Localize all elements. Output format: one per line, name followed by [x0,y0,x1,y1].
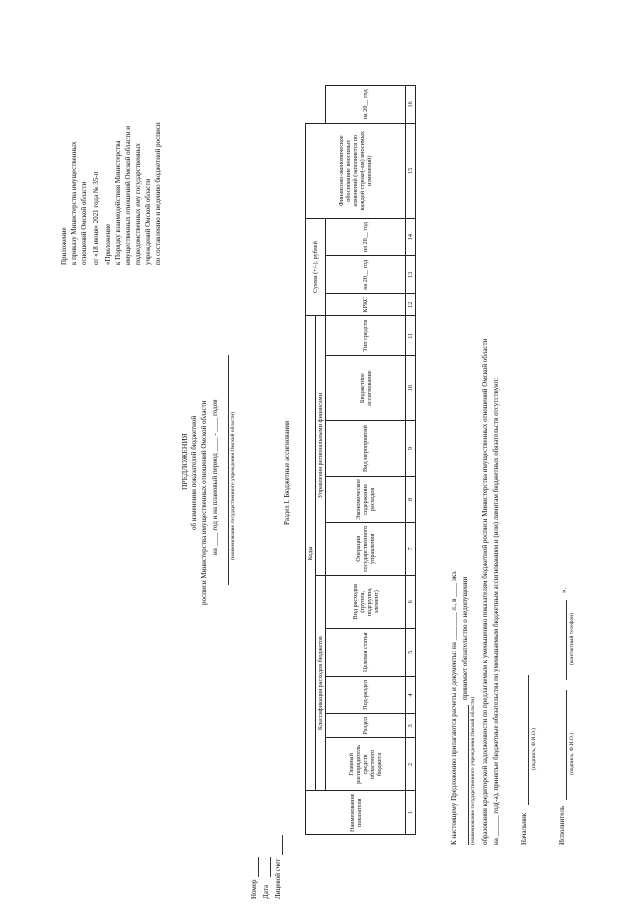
accepts-hint: (наименование государственного учреждения Омской области) [470,696,476,845]
title-line2: росписи Министерства имущественных отношений Омской области [200,400,208,605]
field-number: Номер [250,879,258,899]
attach-text: К настоящему Предложению прилагаются расчеты и документы: на ________ л., в ____ экз. [450,570,458,845]
col-number: 16 [406,86,416,124]
head-hint: (подпись, Ф.И.О.) [531,728,537,770]
sum-header: Сумма (+/-), рублей [306,218,326,316]
executor-label: Исполнитель [558,805,566,845]
closing-mark: ». [560,587,568,593]
col-header: на 20__ год [326,256,406,294]
appendix-line: к Порядку взаимодействия Министерства [114,140,122,265]
executor-signature-line [566,690,567,800]
field-date: Дата [262,885,270,899]
col-number: 1 [406,791,416,835]
col-header: Операция государственного управления [326,522,406,575]
col-number: 4 [406,676,416,713]
regional-mgmt-header: Управления региональными финансами [316,316,326,575]
phone-line [566,600,567,680]
col-number: 7 [406,522,416,575]
accepts-line [468,705,469,845]
appendix-line: Приложение [60,227,68,265]
col-header: Целевая статья [326,628,406,676]
field-number-line [258,857,259,877]
head-signature-line [528,675,529,805]
phone-hint: (контактный телефон) [569,613,575,665]
appendix-line: «Приложение [104,223,112,265]
col-header: Под-раздел [326,676,406,713]
budget-class-header: Классификация расходов бюджетов [316,575,326,791]
col-number: 8 [406,477,416,523]
col-header: Главный распорядитель средств областного бюджета [326,738,406,791]
col-header: КРКС [326,294,406,316]
title-line3: на ____ год и на плановый период ____ - ____ годов [211,399,219,555]
col-header: Экономическое содержание расходов [326,477,406,523]
budget-table [305,85,416,835]
codes-header: Коды [306,316,316,791]
para1: образования кредиторской задолженности по предлагаемым к уменьшению показателям бюджетной росписи Министерства имущественных отношений Омской области [481,338,489,845]
appendix-line: подведомственных ему государственных [134,143,142,265]
col-number: 13 [406,256,416,294]
col-number: 11 [406,316,416,356]
appendix-line: отношений Омской области [80,181,88,265]
para2: на ______ год(-а), принятые бюджетные обязательства по уменьшаемым бюджетным ассигнованиям и (или) лимитам бюджетных обязательств отсутствуют. [492,377,500,845]
col-number: 6 [406,575,416,628]
col-number: 5 [406,628,416,676]
col-header: на 20__ год [326,218,406,256]
col-header: Вид мероприятий [326,421,406,477]
col-header: Вид расходов (группа, подгруппа, элемент) [326,575,406,628]
col-number: 14 [406,218,416,256]
col-name-header: Наименование показателя [306,791,406,835]
field-account-line [282,835,283,855]
accepts-text: принимает обязательство о недопущении [461,576,469,700]
institution-line [228,355,229,585]
col-number: 9 [406,421,416,477]
col-header: Бюджетное ассигнование [326,356,406,421]
justification-header: Финансово-экономическое обоснование вносимых изменений (заполняется по каждой строке(-ам) вносимых изменений) [306,123,406,218]
appendix-line: к приказу Министерства имущественных [70,141,78,265]
appendix-line: по составлению и ведению бюджетной росписи [154,122,162,265]
col-header: Раздел [326,714,406,738]
col-header: Тип средств [326,316,406,356]
institution-hint: (наименование государственного учреждения Омской области) [230,411,236,560]
appendix-line: от «18 июня» 2021 года № 35-п [92,171,100,265]
col-number: 12 [406,294,416,316]
col-number: 15 [406,123,416,218]
appendix-line: имущественных отношений Омской области и [124,125,132,265]
col-number: 2 [406,738,416,791]
field-date-line [270,857,271,877]
head-label: Начальник [520,812,528,845]
title-line1: об изменении показателей бюджетной [190,415,198,530]
col-number: 10 [406,356,416,421]
col-header: на 20__ год [326,86,406,124]
executor-hint: (подпись, Ф.И.О.) [569,733,575,775]
col-number: 3 [406,714,416,738]
appendix-line: учреждений Омской области [144,178,152,265]
section-title: Раздел I. Бюджетные ассигнования [283,420,291,525]
page-title: ПРЕДЛОЖЕНИЯ [180,433,189,490]
field-account: Лицевой счет [274,858,282,899]
